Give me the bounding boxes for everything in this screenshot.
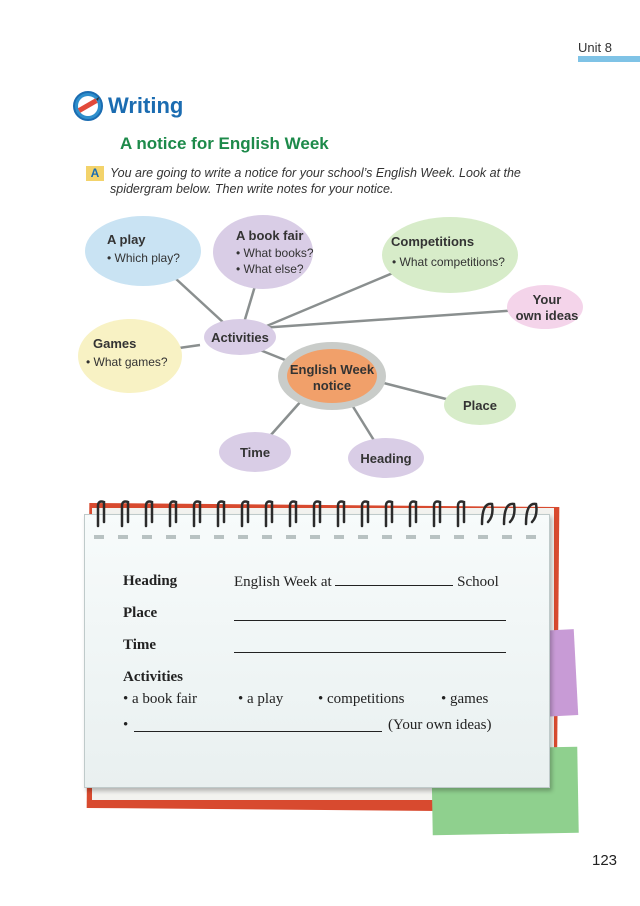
unit-accent-bar xyxy=(578,56,640,62)
task-instruction-line-2: spidergram below. Then write notes for your notice. xyxy=(110,182,394,196)
form-heading-label: Heading xyxy=(123,573,178,589)
place-blank[interactable] xyxy=(234,620,506,621)
a-play-title: A play xyxy=(107,232,146,247)
bubble-competitions xyxy=(382,217,518,293)
bubble-a-play xyxy=(85,216,201,286)
competitions-title: Competitions xyxy=(391,234,475,249)
bubble-book-fair xyxy=(213,215,314,289)
activity-item: • competitions xyxy=(318,691,405,707)
time-blank[interactable] xyxy=(234,652,506,653)
unit-label: Unit 8 xyxy=(578,40,612,55)
section-title: Writing xyxy=(108,93,184,118)
own-idea-blank[interactable] xyxy=(134,731,382,732)
activity-item: • games xyxy=(441,691,489,707)
center-line-1: English Week xyxy=(289,362,375,377)
place-label: Place xyxy=(463,398,497,413)
bubble-center xyxy=(278,342,386,410)
form-heading-line xyxy=(234,573,499,591)
book-fair-title: A book fair xyxy=(236,228,304,243)
book-fair-bullet-2: • What else? xyxy=(236,262,304,276)
bubble-place xyxy=(444,385,516,425)
own-ideas-line-2: own ideas xyxy=(515,308,579,323)
form-activities-label: Activities xyxy=(123,669,183,685)
form-heading-suffix: School xyxy=(457,574,499,590)
spidergram xyxy=(0,200,640,500)
bubble-activities xyxy=(204,319,276,355)
task-instruction-line-1: You are going to write a notice for your school’s English Week. Look at the xyxy=(110,166,521,180)
games-bullet: • What games? xyxy=(86,355,168,369)
notebook-spiral-binding xyxy=(90,496,550,536)
task-instruction xyxy=(110,165,550,197)
form-place-label: Place xyxy=(123,605,158,621)
task-letter-badge: A xyxy=(86,166,104,181)
activities-label: Activities xyxy=(211,330,269,345)
book-fair-bullet-1: • What books? xyxy=(236,246,314,260)
page-number: 123 xyxy=(592,852,618,869)
time-label: Time xyxy=(239,445,271,460)
heading-label: Heading xyxy=(360,451,412,466)
bubble-heading xyxy=(348,438,424,478)
heading-blank[interactable] xyxy=(335,573,453,586)
bubble-own-ideas xyxy=(507,285,583,329)
center-line-2: notice xyxy=(312,378,352,393)
own-idea-bullet: • xyxy=(123,717,129,733)
bubble-games xyxy=(78,319,182,393)
activity-item: • a play xyxy=(238,691,284,707)
own-ideas-line-1: Your xyxy=(532,292,562,307)
bubble-time xyxy=(219,432,291,472)
games-title: Games xyxy=(93,336,137,351)
form-time-label: Time xyxy=(123,637,157,653)
own-ideas-note: (Your own ideas) xyxy=(388,717,492,733)
pencil-icon xyxy=(72,90,104,122)
form-heading-prefix: English Week at xyxy=(234,574,332,590)
competitions-bullet: • What competitions? xyxy=(392,255,505,269)
a-play-bullet: • Which play? xyxy=(107,251,180,265)
activity-item: • a book fair xyxy=(123,691,197,707)
section-subtitle: A notice for English Week xyxy=(120,134,329,153)
